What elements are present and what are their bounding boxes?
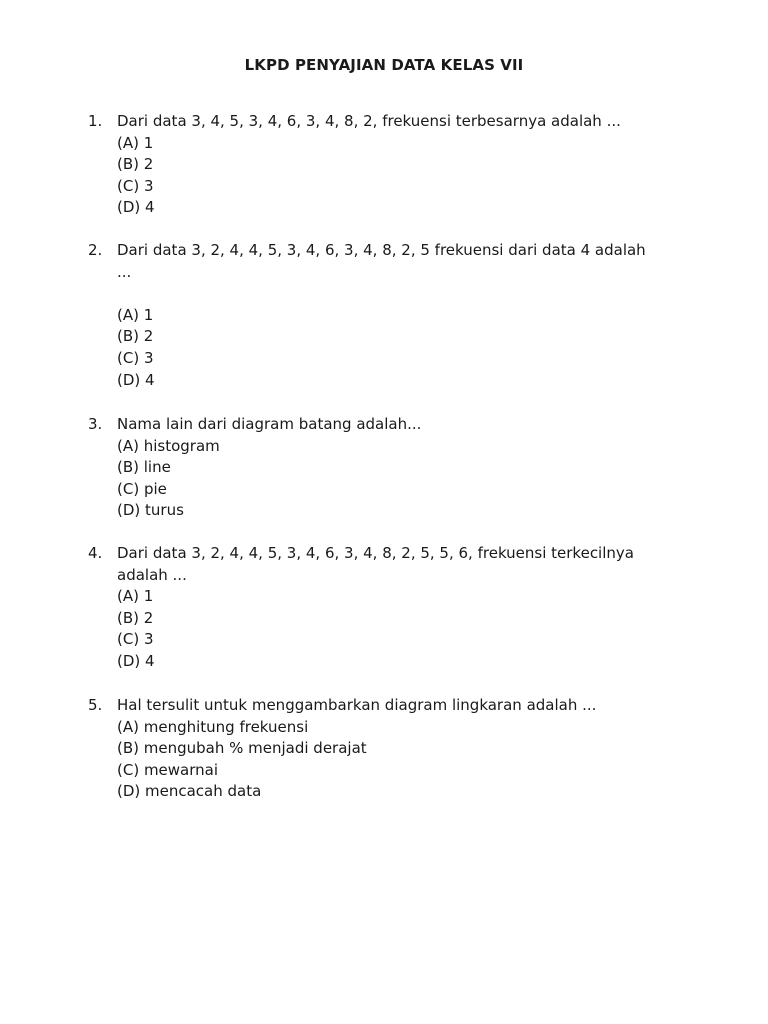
question-row: [88, 543, 678, 586]
question-line: Dari data 3, 2, 4, 4, 5, 3, 4, 6, 3, 4, 8, 2, 5 frekuensi dari data 4 adalah: [117, 241, 646, 259]
question-number: 3.: [88, 415, 103, 433]
question-text: [117, 111, 678, 133]
options-list: [117, 133, 678, 219]
question-number: 1.: [88, 112, 103, 130]
question-text: [117, 414, 678, 436]
question-number: 4.: [88, 544, 103, 562]
options-list: [117, 586, 678, 672]
question-line: Dari data 3, 4, 5, 3, 4, 6, 3, 4, 8, 2, frekuensi terbesarnya adalah ...: [117, 112, 621, 130]
option-c: (C) pie: [117, 479, 167, 498]
option-b: (B) 2: [117, 608, 154, 627]
option-a: (A) 1: [117, 305, 154, 324]
question-row: [88, 414, 678, 436]
question-text: [117, 543, 678, 586]
question-line: Hal tersulit untuk menggambarkan diagram lingkaran adalah ...: [117, 696, 597, 714]
page-title: LKPD PENYAJIAN DATA KELAS VII: [244, 56, 524, 74]
question-4: [88, 543, 678, 673]
option-d: (D) 4: [117, 651, 155, 670]
option-c: (C) 3: [117, 630, 154, 649]
question-row: [88, 111, 678, 133]
question-1: [88, 111, 678, 219]
question-line: Dari data 3, 2, 4, 4, 5, 3, 4, 6, 3, 4, 8, 2, 5, 5, 6, frekuensi terkecilnya: [117, 544, 634, 562]
option-c: (C) mewarnai: [117, 760, 219, 779]
question-text: [117, 240, 678, 283]
question-line: ...: [117, 262, 132, 281]
options-list: [117, 305, 678, 391]
options-list: [117, 717, 678, 803]
question-number: 2.: [88, 241, 103, 259]
option-d: (D) 4: [117, 198, 155, 217]
option-d: (D) 4: [117, 370, 155, 389]
option-a: (A) histogram: [117, 436, 220, 455]
question-text: [117, 695, 678, 717]
question-line: Nama lain dari diagram batang adalah...: [117, 415, 422, 433]
option-c: (C) 3: [117, 348, 154, 367]
question-2: [88, 240, 678, 391]
option-d: (D) mencacah data: [117, 782, 262, 801]
option-a: (A) 1: [117, 587, 154, 606]
option-d: (D) turus: [117, 501, 184, 520]
option-b: (B) line: [117, 458, 171, 477]
option-b: (B) 2: [117, 155, 154, 174]
option-b: (B) 2: [117, 327, 154, 346]
option-a: (A) menghitung frekuensi: [117, 717, 309, 736]
question-5: [88, 695, 678, 803]
spacer: [88, 283, 678, 305]
question-row: [88, 695, 678, 717]
options-list: [117, 436, 678, 522]
question-number: 5.: [88, 696, 103, 714]
option-b: (B) mengubah % menjadi derajat: [117, 739, 367, 758]
option-a: (A) 1: [117, 133, 154, 152]
question-row: [88, 240, 678, 283]
question-3: [88, 414, 678, 522]
question-line: adalah ...: [117, 565, 187, 584]
option-c: (C) 3: [117, 176, 154, 195]
